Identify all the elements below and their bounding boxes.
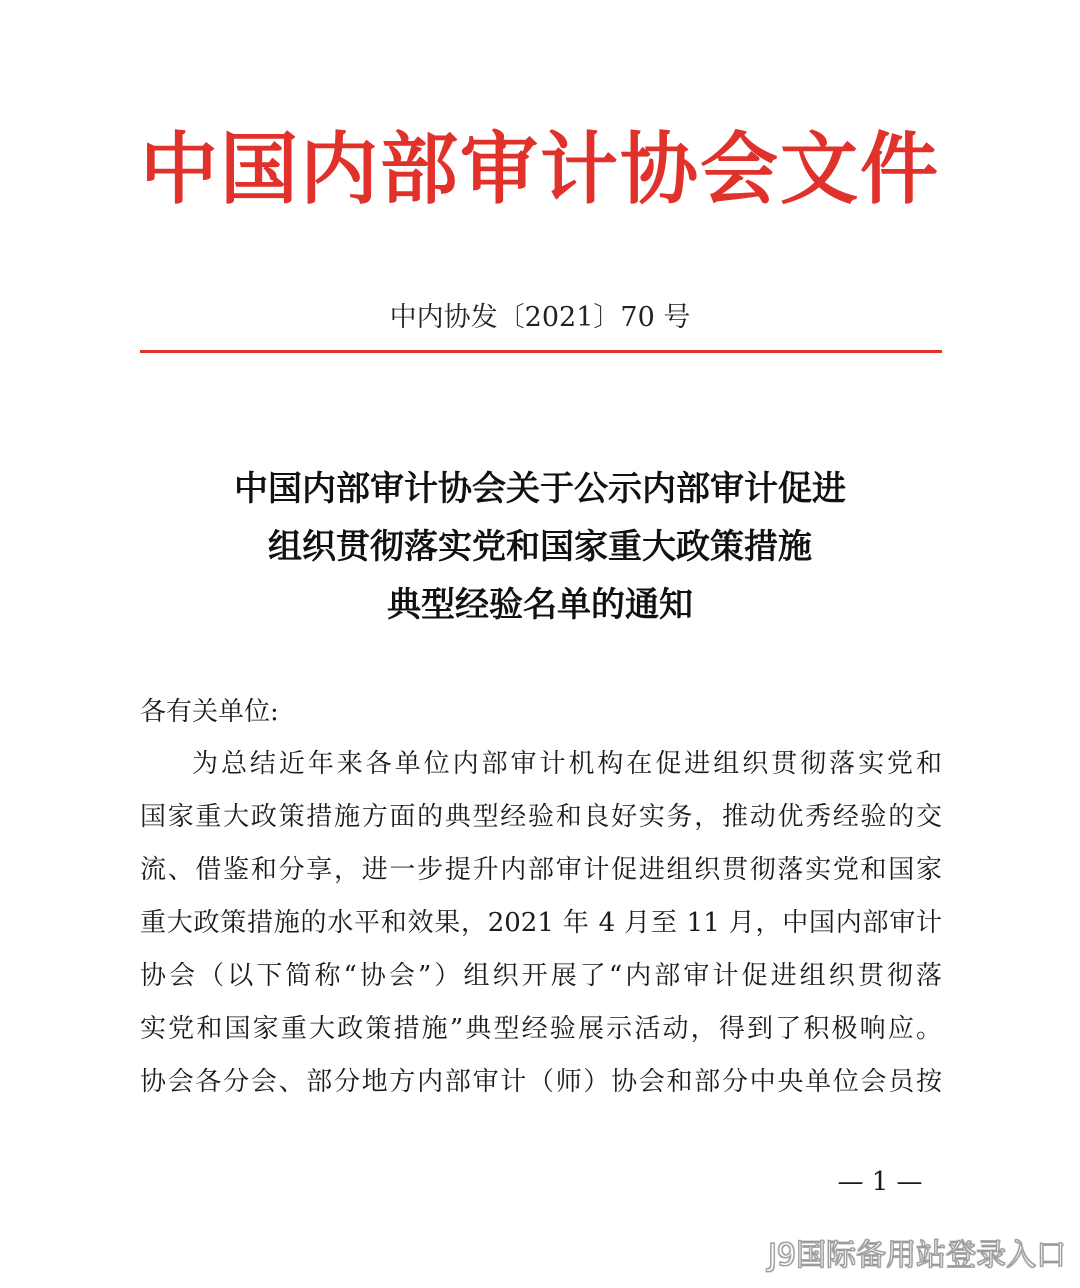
body-line: 重大政策措施的水平和效果，2021 年 4 月至 11 月，中国内部审计 — [140, 908, 942, 938]
watermark-text: J9国际备用站登录入口 — [768, 1238, 1066, 1273]
body-line: 国家重大政策措施方面的典型经验和良好实务，推动优秀经验的交 — [140, 802, 942, 832]
salutation: 各有关单位: — [140, 697, 279, 727]
page-number: — 1 — — [837, 1167, 923, 1197]
notice-title — [140, 460, 940, 634]
notice-title-line-3: 典型经验名单的通知 — [387, 585, 693, 625]
body-line: 实党和国家重大政策措施”典型经验展示活动，得到了积极响应。 — [140, 1014, 942, 1044]
body-line: 流、借鉴和分享，进一步提升内部审计促进组织贯彻落实党和国家 — [140, 855, 942, 885]
red-divider-line — [140, 350, 942, 353]
body-line: 协会（以下简称“协会”）组织开展了“内部审计促进组织贯彻落 — [140, 961, 942, 991]
org-file-title: 中国内部审计协会文件 — [140, 125, 941, 215]
body-line: 协会各分会、部分地方内部审计（师）协会和部分中央单位会员按 — [140, 1067, 942, 1097]
notice-title-line-1: 中国内部审计协会关于公示内部审计促进 — [234, 469, 846, 509]
notice-title-line-2: 组织贯彻落实党和国家重大政策措施 — [268, 527, 812, 567]
body-line: 为总结近年来各单位内部审计机构在促进组织贯彻落实党和 — [192, 749, 942, 779]
body-paragraph — [140, 738, 942, 1109]
document-number: 中内协发〔2021〕70 号 — [389, 302, 691, 333]
